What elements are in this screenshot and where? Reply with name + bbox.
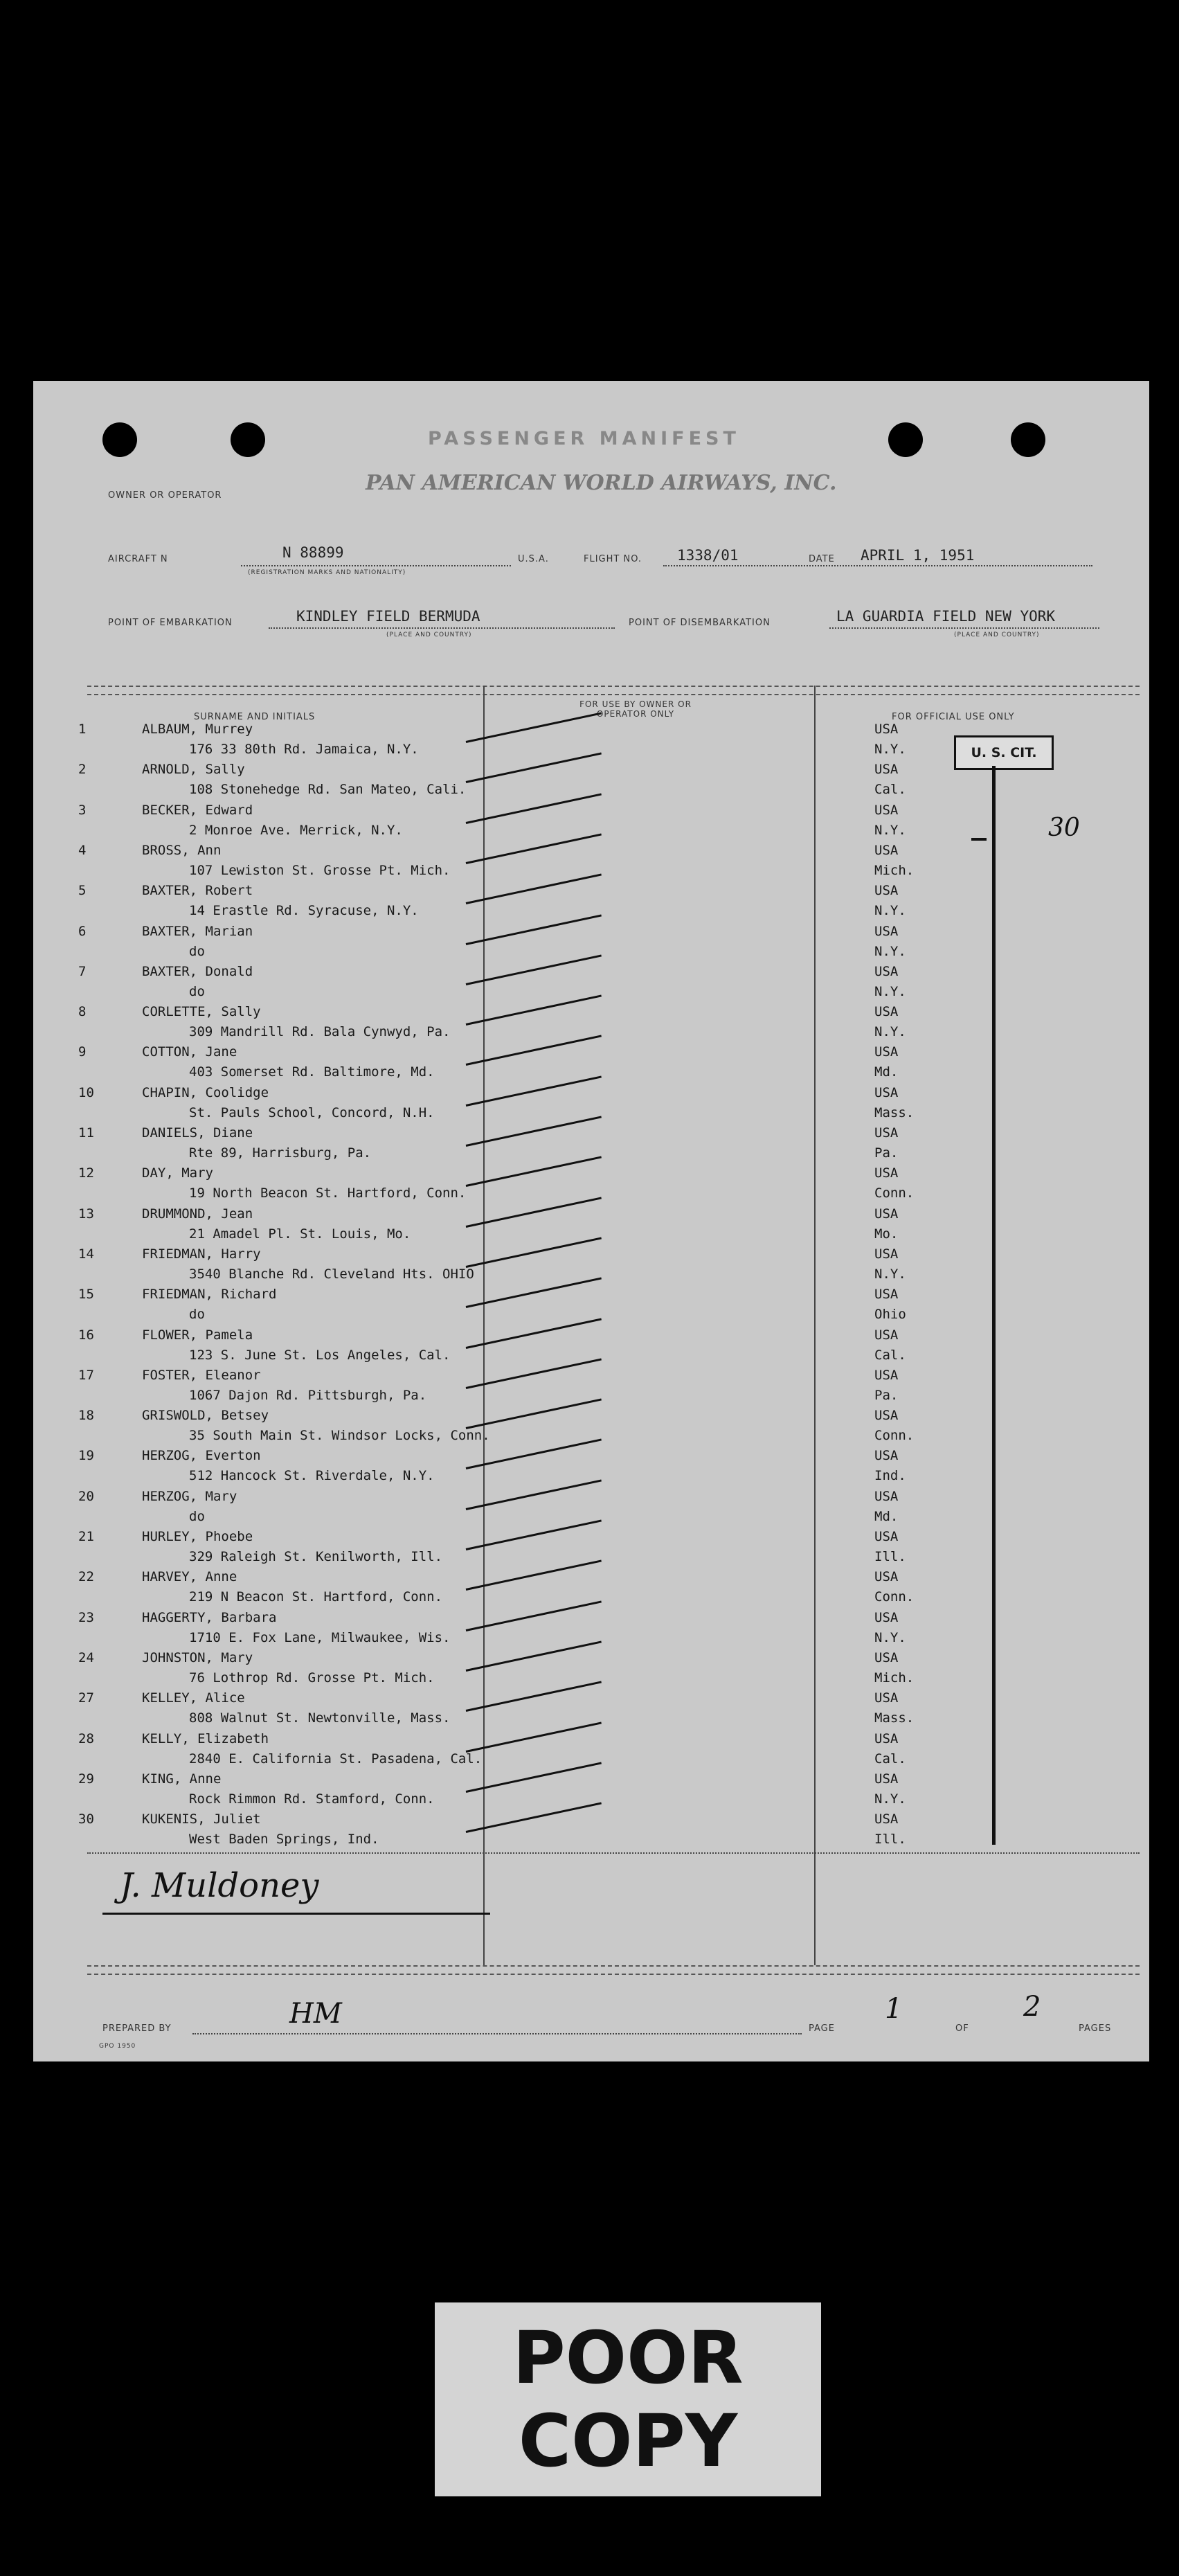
passenger-name: KUKENIS, Juliet	[142, 1812, 261, 1827]
of-label: OF	[955, 2023, 969, 2034]
passenger-state: Ill.	[874, 1549, 906, 1564]
date-label: DATE	[809, 554, 835, 564]
passenger-state: Md.	[874, 1509, 899, 1524]
passenger-address: 76 Lothrop Rd. Grosse Pt. Mich.	[189, 1670, 435, 1685]
passenger-name: DANIELS, Diane	[142, 1125, 253, 1141]
aircraft-value: N 88899	[282, 544, 344, 561]
poor-copy-stamp	[435, 2302, 821, 2496]
passenger-address: 14 Erastle Rd. Syracuse, N.Y.	[189, 903, 419, 918]
prepared-by-value: HM	[289, 1998, 342, 2030]
passenger-address: 309 Mandrill Rd. Bala Cynwyd, Pa.	[189, 1024, 451, 1039]
flight-value: 1338/01	[677, 547, 739, 564]
passenger-state: Mich.	[874, 863, 915, 878]
passenger-citizenship: USA	[874, 1165, 899, 1181]
place-caption-2: (PLACE AND COUNTRY)	[954, 632, 1040, 638]
passenger-state: Mich.	[874, 1670, 915, 1685]
passenger-citizenship: USA	[874, 1287, 899, 1302]
passenger-name: BECKER, Edward	[142, 803, 253, 818]
passenger-state: Cal.	[874, 782, 906, 797]
passenger-address: 512 Hancock St. Riverdale, N.Y.	[189, 1468, 435, 1483]
passenger-address: Rte 89, Harrisburg, Pa.	[189, 1145, 372, 1161]
passenger-state: Mass.	[874, 1105, 915, 1120]
passenger-name: GRISWOLD, Betsey	[142, 1408, 269, 1423]
signature: J. Muldoney	[120, 1866, 319, 1905]
passenger-citizenship: USA	[874, 964, 899, 979]
passenger-name: HARVEY, Anne	[142, 1569, 237, 1584]
passenger-state: Pa.	[874, 1388, 899, 1403]
passenger-name: FOSTER, Eleanor	[142, 1368, 261, 1383]
place-caption: (PLACE AND COUNTRY)	[386, 632, 472, 638]
passenger-name: JOHNSTON, Mary	[142, 1650, 253, 1665]
passenger-address: 808 Walnut St. Newtonville, Mass.	[189, 1710, 451, 1726]
passenger-number: 4	[78, 843, 87, 858]
passenger-number: 3	[78, 803, 87, 818]
passenger-row	[78, 1569, 1137, 1609]
passenger-address: 19 North Beacon St. Hartford, Conn.	[189, 1186, 467, 1201]
passenger-address: do	[189, 944, 205, 959]
passenger-address: 176 33 80th Rd. Jamaica, N.Y.	[189, 742, 419, 757]
passenger-address: 3540 Blanche Rd. Cleveland Hts. OHIO	[189, 1267, 474, 1282]
passenger-number: 7	[78, 964, 87, 979]
passenger-name: HERZOG, Everton	[142, 1448, 261, 1463]
passenger-state: N.Y.	[874, 1791, 906, 1807]
passenger-number: 18	[78, 1408, 94, 1423]
passenger-name: CORLETTE, Sally	[142, 1004, 261, 1019]
passenger-name: COTTON, Jane	[142, 1044, 237, 1059]
pages-label: PAGES	[1079, 2023, 1112, 2034]
passenger-citizenship: USA	[874, 1206, 899, 1222]
passenger-name: FRIEDMAN, Harry	[142, 1246, 261, 1262]
passenger-number: 29	[78, 1771, 94, 1787]
passenger-name: HURLEY, Phoebe	[142, 1529, 253, 1544]
passenger-citizenship: USA	[874, 843, 899, 858]
passenger-address: 21 Amadel Pl. St. Louis, Mo.	[189, 1226, 411, 1242]
passenger-name: DAY, Mary	[142, 1165, 213, 1181]
passenger-state: Cal.	[874, 1751, 906, 1766]
passenger-number: 24	[78, 1650, 94, 1665]
passenger-citizenship: USA	[874, 1731, 899, 1746]
passenger-state: N.Y.	[874, 823, 906, 838]
passenger-count: 30	[1048, 814, 1080, 842]
passenger-number: 2	[78, 762, 87, 777]
passenger-row	[78, 1206, 1137, 1246]
punch-hole	[231, 422, 265, 457]
citizen-bracket-line	[992, 766, 996, 1845]
bracket-tick	[971, 838, 987, 841]
passenger-citizenship: USA	[874, 722, 899, 737]
passenger-number: 5	[78, 883, 87, 898]
passenger-number: 6	[78, 924, 87, 939]
passenger-state: Mo.	[874, 1226, 899, 1242]
passenger-name: BAXTER, Marian	[142, 924, 253, 939]
passenger-address: 2 Monroe Ave. Merrick, N.Y.	[189, 823, 403, 838]
passenger-address: 2840 E. California St. Pasadena, Cal.	[189, 1751, 483, 1766]
passenger-citizenship: USA	[874, 883, 899, 898]
footer-code: GPO 1950	[99, 2043, 136, 2050]
passenger-address: St. Pauls School, Concord, N.H.	[189, 1105, 435, 1120]
passenger-row	[78, 924, 1137, 964]
passenger-number: 10	[78, 1085, 94, 1100]
passenger-citizenship: USA	[874, 1044, 899, 1059]
passenger-name: BAXTER, Robert	[142, 883, 253, 898]
passenger-citizenship: USA	[874, 1529, 899, 1544]
embark-label: POINT OF EMBARKATION	[108, 618, 233, 628]
passenger-row	[78, 1690, 1137, 1730]
passenger-number: 17	[78, 1368, 94, 1383]
passenger-citizenship: USA	[874, 1125, 899, 1141]
passenger-address: do	[189, 1307, 205, 1322]
passenger-citizenship: USA	[874, 1812, 899, 1827]
passenger-number: 8	[78, 1004, 87, 1019]
passenger-row	[78, 1287, 1137, 1327]
passenger-state: N.Y.	[874, 944, 906, 959]
passenger-state: Ill.	[874, 1832, 906, 1847]
passenger-state: Mass.	[874, 1710, 915, 1726]
owner-caption: OWNER OR OPERATOR	[108, 490, 222, 501]
passenger-name: BROSS, Ann	[142, 843, 222, 858]
poor-copy-line-1: POOR	[512, 2316, 744, 2400]
passenger-address: 403 Somerset Rd. Baltimore, Md.	[189, 1064, 435, 1080]
passenger-address: 123 S. June St. Los Angeles, Cal.	[189, 1348, 451, 1363]
passenger-row	[78, 1044, 1137, 1084]
passenger-citizenship: USA	[874, 1610, 899, 1625]
passenger-row	[78, 1650, 1137, 1690]
punch-hole	[888, 422, 923, 457]
passenger-state: N.Y.	[874, 742, 906, 757]
passenger-name: FRIEDMAN, Richard	[142, 1287, 277, 1302]
passenger-citizenship: USA	[874, 1489, 899, 1504]
passenger-row	[78, 964, 1137, 1004]
passenger-number: 22	[78, 1569, 94, 1584]
passenger-state: Ohio	[874, 1307, 906, 1322]
passenger-state: N.Y.	[874, 903, 906, 918]
usa-label: U.S.A.	[518, 554, 549, 564]
passenger-address: 107 Lewiston St. Grosse Pt. Mich.	[189, 863, 451, 878]
page-label: PAGE	[809, 2023, 835, 2034]
passenger-number: 19	[78, 1448, 94, 1463]
passenger-address: Rock Rimmon Rd. Stamford, Conn.	[189, 1791, 435, 1807]
passenger-number: 30	[78, 1812, 94, 1827]
passenger-name: BAXTER, Donald	[142, 964, 253, 979]
passenger-citizenship: USA	[874, 1650, 899, 1665]
passenger-name: ALBAUM, Murrey	[142, 722, 253, 737]
passenger-row	[78, 1004, 1137, 1044]
embark-value: KINDLEY FIELD BERMUDA	[296, 608, 480, 625]
passenger-citizenship: USA	[874, 1448, 899, 1463]
passenger-row	[78, 1408, 1137, 1448]
passenger-number: 15	[78, 1287, 94, 1302]
flight-label: FLIGHT NO.	[584, 554, 642, 564]
passenger-state: Pa.	[874, 1145, 899, 1161]
passenger-row	[78, 1610, 1137, 1650]
passenger-number: 27	[78, 1690, 94, 1706]
passenger-row	[78, 1327, 1137, 1368]
passenger-citizenship: USA	[874, 1408, 899, 1423]
of-value: 2	[1023, 1991, 1041, 2023]
passenger-row	[78, 1529, 1137, 1569]
passenger-number: 21	[78, 1529, 94, 1544]
passenger-name: KING, Anne	[142, 1771, 222, 1787]
passenger-number: 11	[78, 1125, 94, 1141]
passenger-row	[78, 1489, 1137, 1529]
passenger-address: 1067 Dajon Rd. Pittsburgh, Pa.	[189, 1388, 427, 1403]
passenger-state: N.Y.	[874, 1630, 906, 1645]
passenger-row	[78, 1731, 1137, 1771]
disembark-value: LA GUARDIA FIELD NEW YORK	[836, 608, 1056, 625]
passenger-row	[78, 843, 1137, 883]
passenger-number: 20	[78, 1489, 94, 1504]
prepared-by-label: PREPARED BY	[102, 2023, 172, 2034]
passenger-number: 1	[78, 722, 87, 737]
form-title: PASSENGER MANIFEST	[428, 428, 740, 449]
passenger-citizenship: USA	[874, 1690, 899, 1706]
poor-copy-line-2: COPY	[518, 2399, 738, 2483]
passenger-name: CHAPIN, Coolidge	[142, 1085, 269, 1100]
passenger-citizenship: USA	[874, 1327, 899, 1343]
passenger-address: 329 Raleigh St. Kenilworth, Ill.	[189, 1549, 443, 1564]
disembark-label: POINT OF DISEMBARKATION	[629, 618, 771, 628]
date-value: APRIL 1, 1951	[861, 547, 975, 564]
passenger-number: 28	[78, 1731, 94, 1746]
passenger-state: Md.	[874, 1064, 899, 1080]
passenger-number: 9	[78, 1044, 87, 1059]
passenger-address: 35 South Main St. Windsor Locks, Conn.	[189, 1428, 490, 1443]
us-citizen-stamp: U. S. CIT.	[954, 735, 1054, 770]
passenger-state: Conn.	[874, 1186, 915, 1201]
passenger-citizenship: USA	[874, 1771, 899, 1787]
passenger-state: N.Y.	[874, 984, 906, 999]
passenger-citizenship: USA	[874, 1246, 899, 1262]
passenger-row	[78, 1085, 1137, 1125]
passenger-citizenship: USA	[874, 762, 899, 777]
passenger-citizenship: USA	[874, 1085, 899, 1100]
passenger-row	[78, 1165, 1137, 1206]
passenger-name: DRUMMOND, Jean	[142, 1206, 253, 1222]
passenger-row	[78, 1448, 1137, 1488]
passenger-row	[78, 883, 1137, 923]
passenger-row	[78, 1246, 1137, 1287]
col-surname: SURNAME AND INITIALS	[194, 712, 316, 722]
passenger-name: FLOWER, Pamela	[142, 1327, 253, 1343]
punch-hole	[1011, 422, 1045, 457]
check-mark	[466, 712, 602, 743]
passenger-address: 1710 E. Fox Lane, Milwaukee, Wis.	[189, 1630, 451, 1645]
airline-name: PAN AMERICAN WORLD AIRWAYS, INC.	[366, 471, 837, 495]
passenger-citizenship: USA	[874, 1368, 899, 1383]
passenger-state: N.Y.	[874, 1267, 906, 1282]
passenger-number: 16	[78, 1327, 94, 1343]
passenger-number: 14	[78, 1246, 94, 1262]
passenger-row	[78, 1812, 1137, 1852]
passenger-address: 219 N Beacon St. Hartford, Conn.	[189, 1589, 443, 1604]
passenger-state: Ind.	[874, 1468, 906, 1483]
passenger-citizenship: USA	[874, 803, 899, 818]
passenger-citizenship: USA	[874, 1004, 899, 1019]
passenger-address: 108 Stonehedge Rd. San Mateo, Cali.	[189, 782, 467, 797]
passenger-state: N.Y.	[874, 1024, 906, 1039]
punch-hole	[102, 422, 137, 457]
passenger-name: KELLY, Elizabeth	[142, 1731, 269, 1746]
passenger-state: Conn.	[874, 1428, 915, 1443]
registration-caption: (REGISTRATION MARKS AND NATIONALITY)	[248, 569, 406, 576]
passenger-address: do	[189, 1509, 205, 1524]
passenger-name: HAGGERTY, Barbara	[142, 1610, 277, 1625]
passenger-citizenship: USA	[874, 1569, 899, 1584]
passenger-citizenship: USA	[874, 924, 899, 939]
passenger-number: 23	[78, 1610, 94, 1625]
col-owner: FOR USE BY OWNER OR OPERATOR ONLY	[579, 699, 692, 719]
passenger-name: HERZOG, Mary	[142, 1489, 237, 1504]
aircraft-label: AIRCRAFT N	[108, 554, 168, 564]
passenger-address: do	[189, 984, 205, 999]
passenger-row	[78, 803, 1137, 843]
passenger-address: West Baden Springs, Ind.	[189, 1832, 379, 1847]
page-value: 1	[885, 1993, 903, 2025]
col-official: FOR OFFICIAL USE ONLY	[892, 712, 1015, 722]
passenger-state: Cal.	[874, 1348, 906, 1363]
passenger-state: Conn.	[874, 1589, 915, 1604]
passenger-name: ARNOLD, Sally	[142, 762, 245, 777]
passenger-row	[78, 1125, 1137, 1165]
passenger-number: 12	[78, 1165, 94, 1181]
passenger-row	[78, 1771, 1137, 1812]
passenger-name: KELLEY, Alice	[142, 1690, 245, 1706]
manifest-sheet	[33, 381, 1149, 2061]
passenger-number: 13	[78, 1206, 94, 1222]
passenger-row	[78, 1368, 1137, 1408]
